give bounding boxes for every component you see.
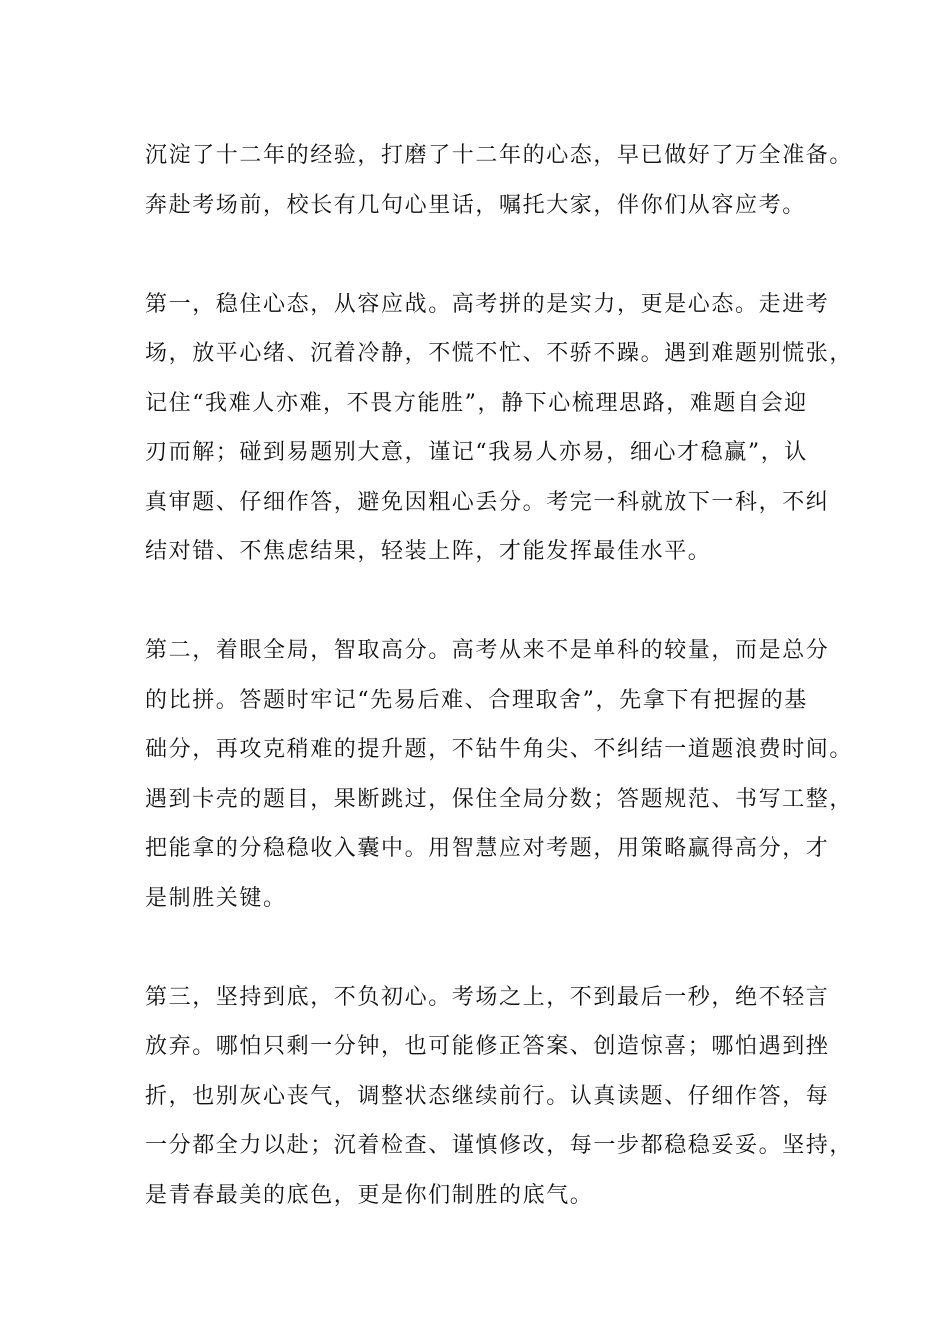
text-line: 真审题、仔细作答，避免因粗心丢分。考完一科就放下一科，不纠 [145, 489, 830, 515]
text-line: 记住“我难人亦难，不畏方能胜”，静下心梳理思路，难题自会迎 [145, 390, 808, 416]
text-line: 是制胜关键。 [145, 885, 287, 911]
paragraph-first-point [145, 280, 854, 577]
text-line: 刃而解；碰到易题别大意，谨记“我易人亦易，细心才稳赢”，认 [145, 440, 808, 465]
text-line: 遇到卡壳的题目，果断跳过，保住全局分数；答题规范、书写工整， [145, 786, 854, 812]
text-line: 沉淀了十二年的经验，打磨了十二年的心态，早已做好了万全准备。 [145, 143, 854, 168]
text-line: 的比拼。答题时牢记“先易后难、合理取舍”，先拿下有把握的基 [145, 687, 808, 713]
text-line: 第三，坚持到底，不负初心。考场之上，不到最后一秒，绝不轻言 [145, 984, 830, 1010]
text-line: 场，放平心绪、沉着冷静，不慌不忙、不骄不躁。遇到难题别慌张， [145, 341, 854, 366]
text-line: 第一，稳住心态，从容应战。高考拼的是实力，更是心态。走进考 [145, 291, 830, 317]
text-line: 把能拿的分稳稳收入囊中。用智慧应对考题，用策略赢得高分，才 [145, 836, 830, 861]
text-line: 折，也别灰心丧气，调整状态继续前行。认真读题、仔细作答，每 [145, 1083, 830, 1109]
text-line: 结对错、不焦虑结果，轻装上阵，才能发挥最佳水平。 [145, 539, 712, 564]
text-line: 是青春最美的底色，更是你们制胜的底气。 [145, 1182, 594, 1208]
text-line: 一分都全力以赴；沉着检查、谨慎修改，每一步都稳稳妥妥。坚持， [145, 1133, 854, 1158]
paragraph-intro [145, 131, 854, 230]
paragraph-third-point [145, 973, 854, 1221]
paragraph-gap [145, 923, 835, 973]
document-body [145, 131, 854, 1220]
text-line: 放弃。哪怕只剩一分钟，也可能修正答案、创造惊喜；哪怕遇到挫 [145, 1034, 830, 1059]
paragraph-second-point [145, 626, 854, 923]
paragraph-gap [145, 577, 835, 627]
text-line: 第二，着眼全局，智取高分。高考从来不是单科的较量，而是总分 [145, 638, 830, 663]
text-line: 奔赴考场前，校长有几句心里话，嘱托大家，伴你们从容应考。 [145, 192, 806, 218]
text-line: 础分，再攻克稍难的提升题，不钻牛角尖、不纠结一道题浪费时间。 [145, 737, 854, 762]
paragraph-gap [145, 230, 835, 280]
